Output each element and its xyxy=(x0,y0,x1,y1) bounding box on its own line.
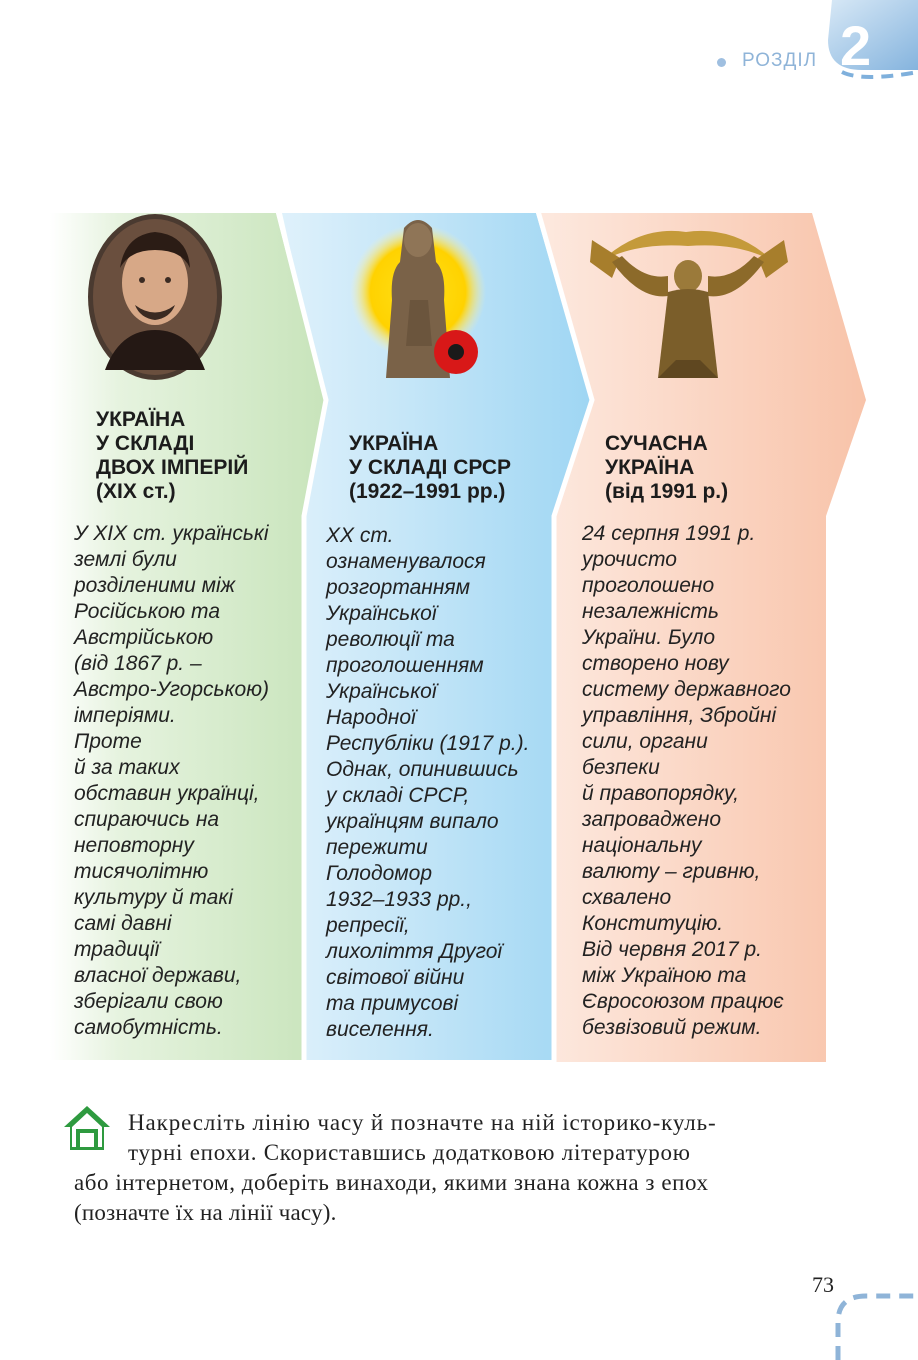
column-text-ussr: XX ст. ознаменувалося розгортанням Української революції та проголошенням Української Народної Республіки (1917 р.). Однак, опинившись у складі СРСР, українцям випало пережити Голодомор 1932–1933 рр., репресії, лихоліття Другої світової війни та примусові виселення. xyxy=(326,524,530,1041)
section-number: 2 xyxy=(840,14,872,77)
section-label: РОЗДІЛ xyxy=(742,50,818,71)
column-text-modern: 24 серпня 1991 р. урочисто проголошено незалежність України. Було створено нову систему державного управління, Збройні сили, органи безпеки й правопорядку, запроваджено національну валюту – гривню, схвалено Конституцію. Від червня 2017 р. між Україною та Євросоюзом працює безвізовий режим. xyxy=(582,522,791,1039)
page-number: 73 xyxy=(812,1272,834,1297)
column-title-modern: СУЧАСНА УКРАЇНА (від 1991 р.) xyxy=(605,432,729,503)
column-text-empires: У XIX ст. українські землі були розділеними між Російською та Австрійською (від 1867 р. – Австро-Угорською) імперіями. Проте й за таких обставин українці, спираючись на неповторну тисячолітню культуру й такі самі давні традиції власної держави, зберігали свою самобутність. xyxy=(74,522,269,1039)
column-title-ussr: УКРАЇНА У СКЛАДІ СРСР (1922–1991 рр.) xyxy=(349,432,512,503)
portrait-icon xyxy=(88,214,222,380)
task-text: Накресліть лінію часу й позначте на ній історико-куль- турні епохи. Скориставшись додатковою літературою або інтернетом, доберіть винаходи, якими знана кожна з епох (позначте їх на лінії часу). xyxy=(74,1110,717,1225)
column-title-empires: УКРАЇНА У СКЛАДІ ДВОХ ІМПЕРІЙ (XIX ст.) xyxy=(96,408,249,503)
corner-decoration xyxy=(830,1282,918,1360)
